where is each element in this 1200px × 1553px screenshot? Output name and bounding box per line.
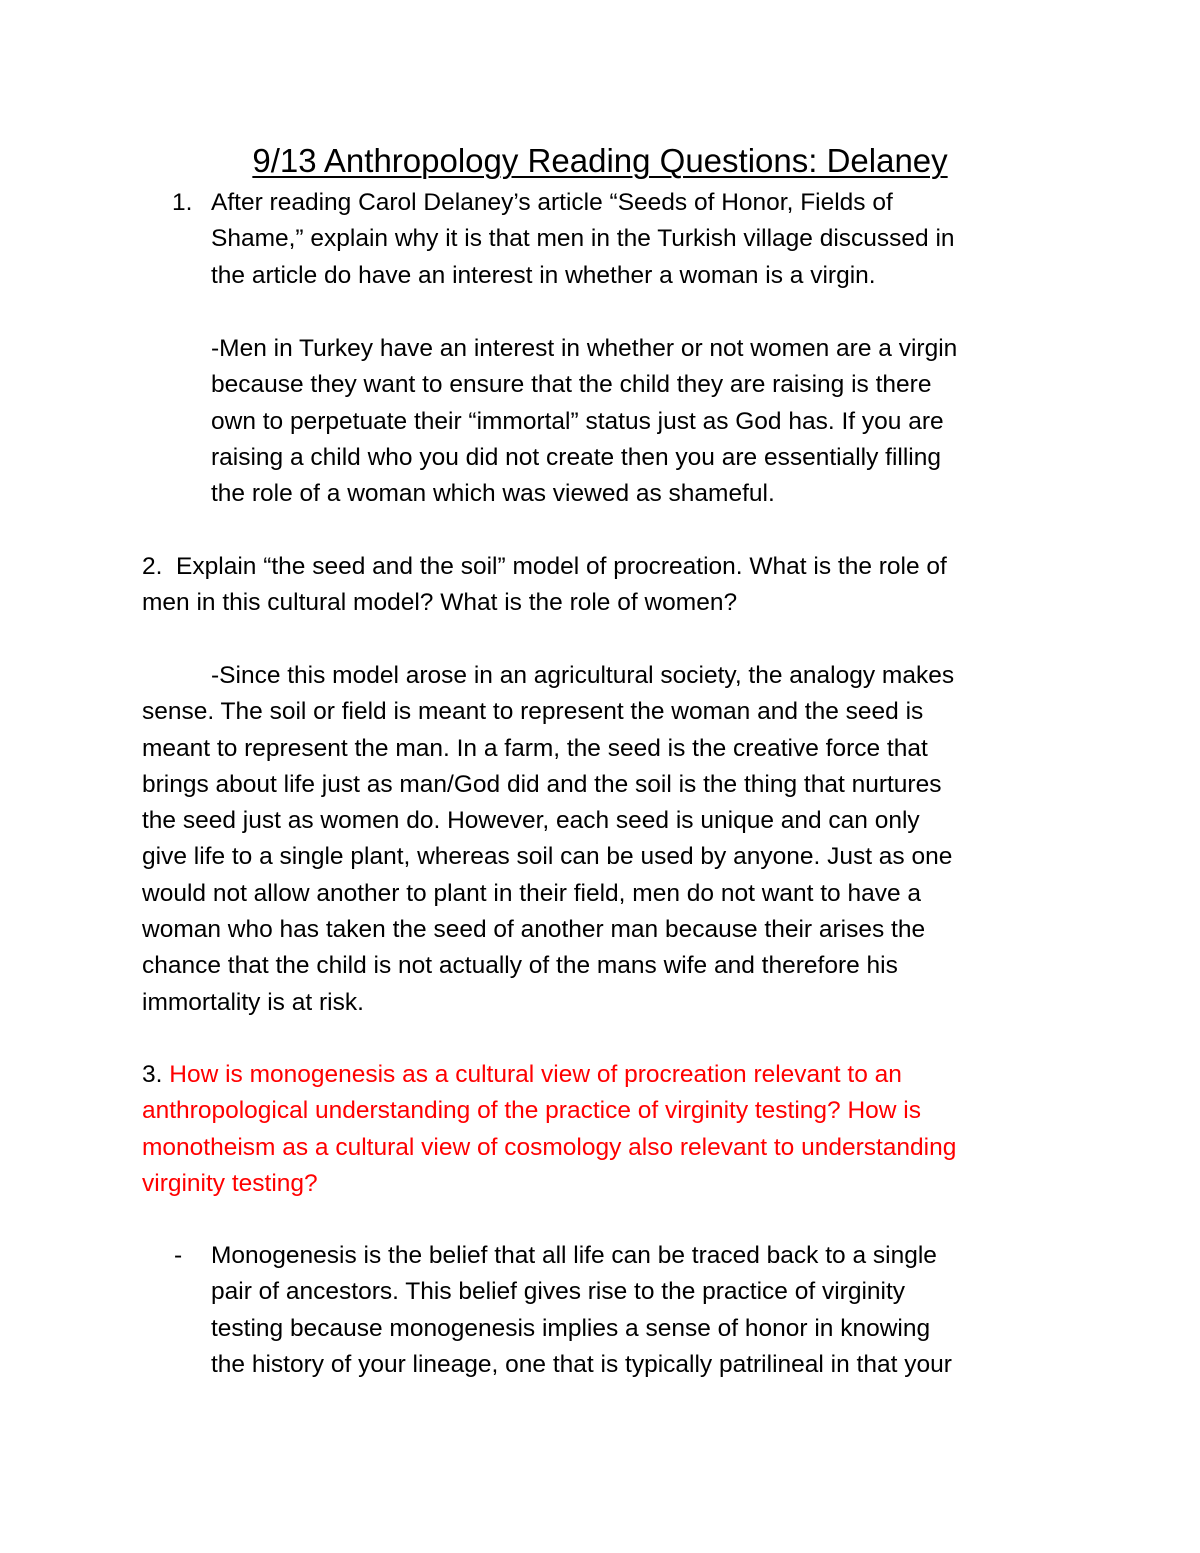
q1-question-line: Shame,” explain why it is that men in the Turkish village discussed in: [211, 225, 955, 253]
q3-answer-line: Monogenesis is the belief that all life can be traced back to a single: [211, 1242, 937, 1269]
q3-question-line: virginity testing?: [142, 1169, 318, 1197]
q2-answer-line: -Since this model arose in an agricultural society, the analogy makes: [211, 662, 955, 689]
q2-answer-line: would not allow another to plant in their field, men do not want to have a: [142, 879, 922, 907]
q3-question-first-line: [142, 1057, 956, 1093]
q3-answer-line: testing because monogenesis implies a sense of honor in knowing: [211, 1314, 931, 1342]
q1-answer-line: raising a child who you did not create then you are essentially filling: [211, 443, 941, 471]
q1-answer-line: -Men in Turkey have an interest in whether or not women are a virgin: [211, 335, 958, 362]
q3-answer-line: pair of ancestors. This belief gives rise to the practice of virginity: [211, 1278, 906, 1306]
q2-answer-line: woman who has taken the seed of another man because their arises the: [142, 916, 926, 944]
q1-answer: [211, 331, 957, 512]
q2-answer-line: the seed just as women do. However, each seed is unique and can only: [142, 807, 920, 835]
q3-question-line: monotheism as a cultural view of cosmology also relevant to understanding: [142, 1133, 957, 1161]
q2-answer-line: brings about life just as man/God did and the soil is the thing that nurtures: [142, 770, 942, 798]
q3-answer: [211, 1238, 952, 1383]
q1-answer-line: the role of a woman which was viewed as shameful.: [211, 480, 775, 508]
q3-answer-bullet: -: [174, 1242, 183, 1269]
q2-answer-line: sense. The soil or field is meant to represent the woman and the seed is: [142, 698, 924, 726]
q3-number: 3.: [142, 1061, 163, 1088]
q1-answer-line: own to perpetuate their “immortal” status just as God has. If you are: [211, 407, 944, 435]
q2-answer-line: immortality is at risk.: [142, 988, 364, 1016]
q2-answer-line: chance that the child is not actually of the mans wife and therefore his: [142, 952, 898, 980]
q2-question-line: men in this cultural model? What is the role of women?: [142, 589, 738, 617]
q1-question: [211, 185, 955, 294]
q3-answer-line: the history of your lineage, one that is typically patrilineal in that your: [211, 1350, 952, 1378]
q3-question-line: anthropological understanding of the practice of virginity testing? How is: [142, 1097, 921, 1125]
q2-question: [142, 549, 947, 622]
q1-answer-line: because they want to ensure that the child they are raising is there: [211, 371, 932, 399]
q2-answer: [142, 658, 954, 1021]
q3-question: [142, 1057, 956, 1202]
page-title: 9/13 Anthropology Reading Questions: Delaney: [252, 142, 948, 179]
q1-number: 1.: [172, 189, 193, 216]
q1-question-line: After reading Carol Delaney’s article “Seeds of Honor, Fields of: [211, 189, 893, 216]
q2-question-line: 2. Explain “the seed and the soil” model of procreation. What is the role of: [142, 553, 947, 580]
q2-answer-line: give life to a single plant, whereas soil can be used by anyone. Just as one: [142, 843, 953, 871]
q3-question-text: How is monogenesis as a cultural view of procreation relevant to an: [169, 1061, 902, 1088]
q1-question-line: the article do have an interest in whether a woman is a virgin.: [211, 261, 876, 289]
q2-answer-line: meant to represent the man. In a farm, the seed is the creative force that: [142, 734, 928, 762]
